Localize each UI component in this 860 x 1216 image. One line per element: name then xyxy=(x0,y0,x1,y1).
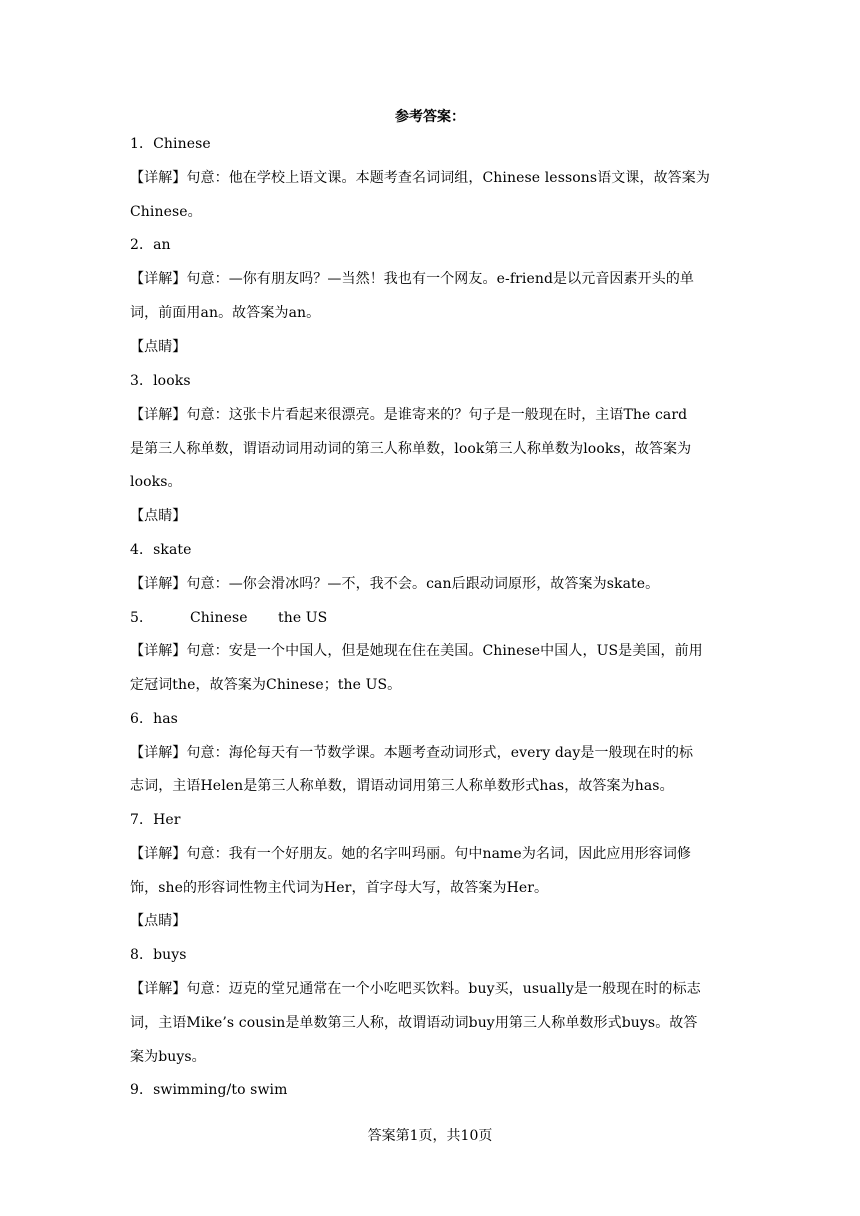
detail-line: 词，前面用an。故答案为an。 xyxy=(130,305,321,321)
detail-line: 【详解】句意：—你有朋友吗？—当然！我也有一个网友。e-friend是以元音因素开头的单 xyxy=(130,271,695,287)
item-answer: skate xyxy=(153,542,192,558)
answer-line-8 xyxy=(130,945,732,965)
detail-line: looks。 xyxy=(130,474,182,490)
answer-line-5 xyxy=(130,608,732,628)
answer-line-3 xyxy=(130,371,732,391)
answer-line-4 xyxy=(130,540,732,560)
item-number: 8． xyxy=(130,947,154,963)
detail-line: 【详解】句意：迈克的堂兄通常在一个小吃吧买饮料。buy买，usually是一般现在时的标志 xyxy=(130,981,701,997)
item-number: 4． xyxy=(130,542,154,558)
item-number: 5． xyxy=(130,610,154,626)
item-answer: Chinese xyxy=(153,136,211,152)
answer-line-7 xyxy=(130,810,732,830)
tip-label: 【点睛】 xyxy=(130,339,187,355)
item-answer: Her xyxy=(153,812,181,828)
detail-line: 志词，主语Helen是第三人称单数，谓语动词用第三人称单数形式has，故答案为has。 xyxy=(130,778,674,794)
tip-label: 【点睛】 xyxy=(130,913,187,929)
detail-line: 定冠词the，故答案为Chinese；the US。 xyxy=(130,677,402,693)
detail-line: 【详解】句意：他在学校上语文课。本题考查名词词组，Chinese lessons语文课，故答案为 xyxy=(130,170,710,186)
answer-line-9 xyxy=(130,1080,732,1100)
item-number: 9． xyxy=(130,1082,154,1098)
detail-line: 【详解】句意：安是一个中国人，但是她现在住在美国。Chinese中国人，US是美国，前用 xyxy=(130,643,703,659)
item-answer: swimming/to swim xyxy=(153,1082,288,1098)
detail-line: 饰，she的形容词性物主代词为Her，首字母大写，故答案为Her。 xyxy=(130,880,549,896)
item-answer-a: Chinese xyxy=(190,610,248,626)
item-number: 3． xyxy=(130,373,154,389)
detail-line: 【详解】句意：—你会滑冰吗？—不，我不会。can后跟动词原形，故答案为skate。 xyxy=(130,576,660,592)
item-answer: an xyxy=(153,237,171,253)
item-answer: has xyxy=(153,711,178,727)
detail-line: 是第三人称单数，谓语动词用动词的第三人称单数，look第三人称单数为looks，故答案为 xyxy=(130,441,692,457)
detail-line: 【详解】句意：海伦每天有一节数学课。本题考查动词形式，every day是一般现在时的标 xyxy=(130,745,694,761)
tip-label: 【点睛】 xyxy=(130,508,187,524)
detail-line: Chinese。 xyxy=(130,204,202,220)
item-number: 7． xyxy=(130,812,154,828)
page-footer: 答案第1页，共10页 xyxy=(367,1128,493,1144)
item-number: 1． xyxy=(130,136,154,152)
item-answer: buys xyxy=(153,947,187,963)
detail-line: 【详解】句意：这张卡片看起来很漂亮。是谁寄来的？句子是一般现在时，主语The card xyxy=(130,407,688,423)
answer-line-1 xyxy=(130,134,732,154)
answer-line-2 xyxy=(130,235,732,255)
item-number: 6． xyxy=(130,711,154,727)
item-answer-b: the US xyxy=(278,610,328,626)
detail-line: 案为buys。 xyxy=(130,1049,206,1065)
page-title: 参考答案： xyxy=(395,109,465,125)
item-answer: looks xyxy=(153,373,191,389)
detail-line: 词，主语Mike’s cousin是单数第三人称，故谓语动词buy用第三人称单数形式buys。故答 xyxy=(130,1015,698,1031)
detail-line: 【详解】句意：我有一个好朋友。她的名字叫玛丽。句中name为名词，因此应用形容词修 xyxy=(130,846,692,862)
item-number: 2． xyxy=(130,237,154,253)
answer-line-6 xyxy=(130,709,732,729)
